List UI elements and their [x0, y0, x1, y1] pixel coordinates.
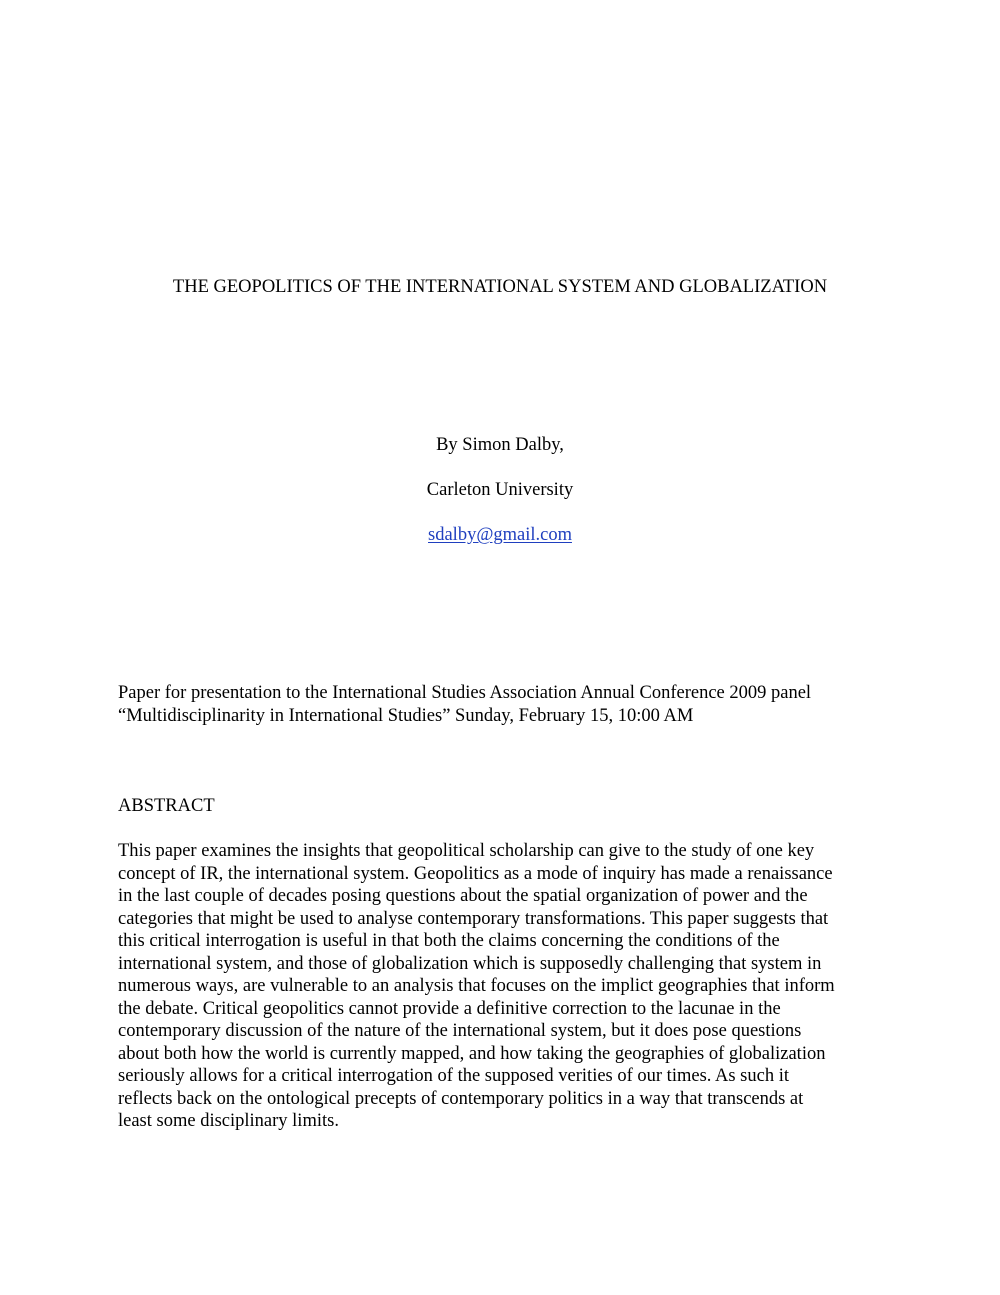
abstract-body: [118, 840, 888, 1133]
abstract-heading: ABSTRACT: [118, 796, 215, 816]
abstract-line: in the last couple of decades posing questions about the spatial organization of power and the: [118, 886, 808, 906]
abstract-line: the debate. Critical geopolitics cannot provide a definitive correction to the lacunae in the: [118, 998, 781, 1019]
presentation-note-line: Paper for presentation to the International Studies Association Annual Conference 2009 panel: [118, 683, 812, 703]
presentation-note: [118, 682, 888, 727]
abstract-line: contemporary discussion of the nature of the international system, but it does pose questions: [118, 1021, 802, 1041]
author-name: By Simon Dalby,: [436, 435, 564, 455]
abstract-line: international system, and those of globalization which is supposedly challenging that system in: [118, 953, 822, 974]
author-email-link[interactable]: sdalby@gmail.com: [428, 525, 572, 545]
abstract-line: least some disciplinary limits.: [118, 1111, 339, 1131]
abstract-line: concept of IR, the international system. Geopolitics as a mode of inquiry has made a renaissance: [118, 863, 833, 884]
abstract-line: this critical interrogation is useful in that both the claims concerning the conditions of the: [118, 931, 780, 951]
paper-title: THE GEOPOLITICS OF THE INTERNATIONAL SYSTEM AND GLOBALIZATION: [172, 277, 828, 297]
email-line: [0, 524, 1000, 546]
abstract-line: categories that might be used to analyse contemporary transformations. This paper suggests that: [118, 908, 829, 929]
presentation-note-line: “Multidisciplinarity in International Studies” Sunday, February 15, 10:00 AM: [118, 705, 694, 726]
abstract-line: This paper examines the insights that geopolitical scholarship can give to the study of one key: [118, 841, 815, 861]
abstract-line: about both how the world is currently mapped, and how taking the geographies of globalization: [118, 1043, 826, 1064]
abstract-line: numerous ways, are vulnerable to an analysis that focuses on the implict geographies that inform: [118, 976, 835, 996]
author-affiliation: Carleton University: [426, 480, 574, 500]
abstract-line: seriously allows for a critical interrogation of the supposed verities of our times. As such it: [118, 1066, 789, 1086]
abstract-line: reflects back on the ontological precepts of contemporary politics in a way that transcends at: [118, 1088, 804, 1109]
